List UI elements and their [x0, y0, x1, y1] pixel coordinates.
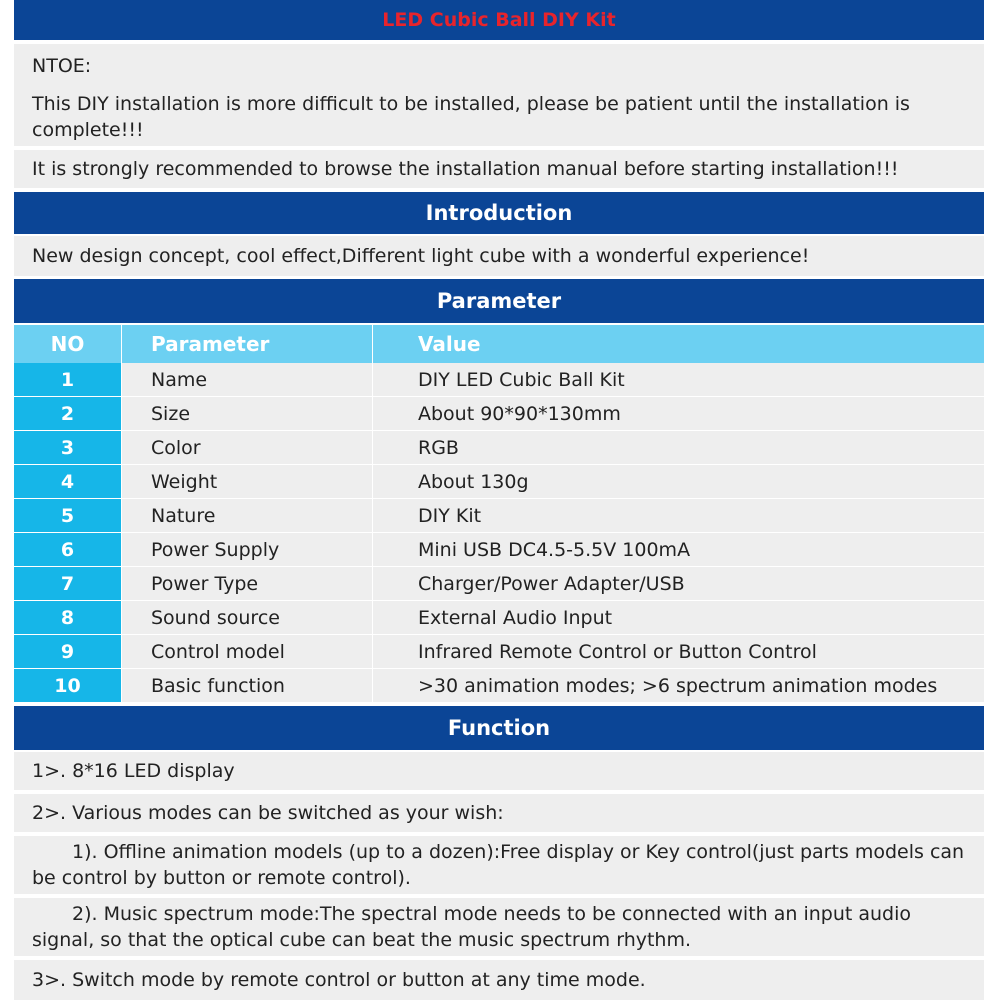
function-subitem — [14, 898, 984, 956]
function-item-text: 2>. Various modes can be switched as your wish: — [32, 802, 504, 824]
column-header-value: Value — [373, 325, 984, 363]
function-subitem — [14, 836, 984, 894]
note-line-1-text: This DIY installation is more difficult to be installed, please be patient until the installation is complete!!! — [32, 93, 910, 141]
product-sheet — [14, 0, 984, 1000]
note-line-2-text: It is strongly recommended to browse the installation manual before starting installation!!! — [32, 158, 899, 180]
row-value: External Audio Input — [373, 601, 984, 634]
function-subitem-text: 1). Offline animation models (up to a dozen):Free display or Key control(just parts models can be control by button or remote control). — [32, 841, 965, 889]
page-title: LED Cubic Ball DIY Kit — [14, 0, 984, 40]
function-item-text: 1>. 8*16 LED display — [32, 760, 235, 782]
row-value: DIY LED Cubic Ball Kit — [373, 363, 984, 396]
row-value: Charger/Power Adapter/USB — [373, 567, 984, 600]
row-parameter: Color — [122, 431, 372, 464]
table-row — [14, 397, 984, 431]
parameter-heading: Parameter — [14, 279, 984, 323]
table-row — [14, 567, 984, 601]
function-item — [14, 752, 984, 790]
table-row — [14, 431, 984, 465]
row-value: Infrared Remote Control or Button Control — [373, 635, 984, 668]
row-number: 1 — [14, 363, 121, 396]
row-number: 7 — [14, 567, 121, 600]
row-value: RGB — [373, 431, 984, 464]
function-item — [14, 794, 984, 832]
row-value: About 130g — [373, 465, 984, 498]
row-parameter: Weight — [122, 465, 372, 498]
row-number: 2 — [14, 397, 121, 430]
row-parameter: Name — [122, 363, 372, 396]
introduction-text-content: New design concept, cool effect,Different light cube with a wonderful experience! — [32, 245, 810, 267]
note-label-text: NTOE: — [32, 55, 92, 77]
function-subitem-text: 2). Music spectrum mode:The spectral mode needs to be connected with an input audio signal, so that the optical cube can beat the music spectrum rhythm. — [32, 903, 912, 951]
introduction-heading: Introduction — [14, 192, 984, 234]
row-parameter: Size — [122, 397, 372, 430]
note-line-2 — [14, 150, 984, 188]
introduction-text — [14, 236, 984, 276]
row-value: >30 animation modes; >6 spectrum animation modes — [373, 669, 984, 702]
row-parameter: Basic function — [122, 669, 372, 702]
row-number: 6 — [14, 533, 121, 566]
column-header-parameter: Parameter — [122, 325, 372, 363]
row-number: 10 — [14, 669, 121, 702]
row-parameter: Sound source — [122, 601, 372, 634]
row-value: Mini USB DC4.5-5.5V 100mA — [373, 533, 984, 566]
row-value: DIY Kit — [373, 499, 984, 532]
note-line-1 — [14, 88, 984, 146]
row-value: About 90*90*130mm — [373, 397, 984, 430]
row-parameter: Nature — [122, 499, 372, 532]
row-parameter: Power Supply — [122, 533, 372, 566]
row-parameter: Power Type — [122, 567, 372, 600]
table-row — [14, 533, 984, 567]
table-row — [14, 601, 984, 635]
table-row — [14, 635, 984, 669]
column-header-no: NO — [14, 325, 121, 363]
row-number: 5 — [14, 499, 121, 532]
function-item-text: 3>. Switch mode by remote control or button at any time mode. — [32, 969, 646, 991]
note-label — [14, 44, 984, 88]
table-row — [14, 499, 984, 533]
row-number: 8 — [14, 601, 121, 634]
table-row — [14, 669, 984, 703]
table-row — [14, 465, 984, 499]
function-heading: Function — [14, 706, 984, 750]
table-row — [14, 363, 984, 397]
row-parameter: Control model — [122, 635, 372, 668]
function-item — [14, 960, 984, 1000]
row-number: 4 — [14, 465, 121, 498]
row-number: 3 — [14, 431, 121, 464]
row-number: 9 — [14, 635, 121, 668]
